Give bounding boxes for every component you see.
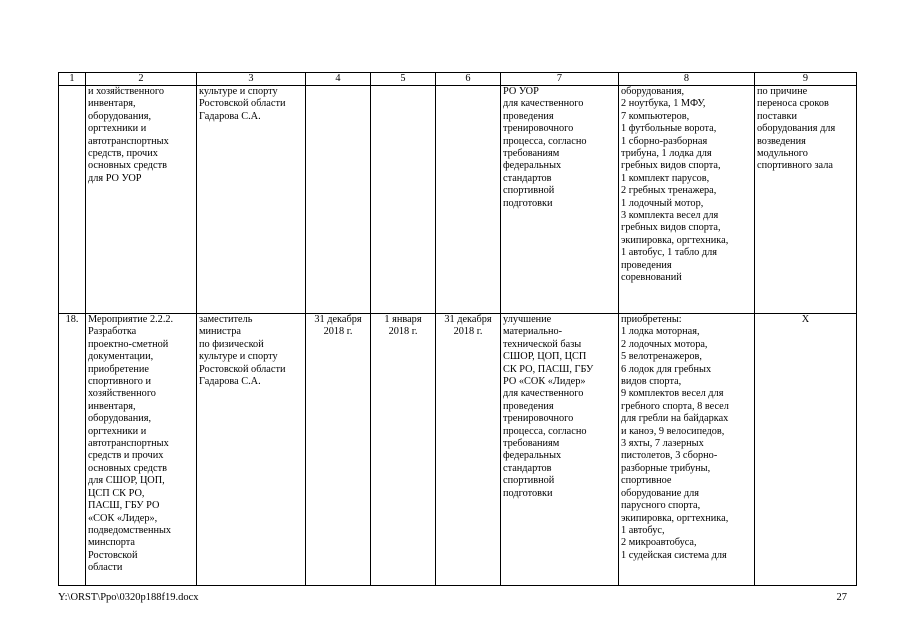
cell-actual-result: приобретены: 1 лодка моторная, 2 лодочных мотора, 5 велотренажеров, 6 лодок для гребных видов спорта, 9 комплектов весел для гребного спорта, 8 весел для гребли на байдарках и каноэ, 9 велосипедов, 3 яхты, 7 лазерных пистолетов, 3 сборно- разборные трибуны, спортивное оборудование для парусного спорта, экипировка, оргтехника, 1 автобус, 2 микроавтобуса, 1 судейская система для: [619, 314, 755, 586]
column-header-1: 1: [59, 73, 86, 86]
page-number: 27: [836, 592, 847, 603]
cell-activity: и хозяйственного инвентаря, оборудования, оргтехники и автотранспортных средств, прочих основных средств для РО УОР: [86, 86, 197, 314]
report-table: [58, 72, 857, 586]
cell-planned-date: [306, 86, 371, 314]
column-header-7: 7: [501, 73, 619, 86]
cell-end-date: 31 декабря 2018 г.: [436, 314, 501, 586]
column-header-3: 3: [197, 73, 306, 86]
footer-file-path: Y:\ORST\Ppo\0320p188f19.docx: [58, 592, 199, 603]
cell-expected-result: улучшение материально- технической базы СШОР, ЦОП, ЦСП СК РО, ПАСШ, ГБУ РО «СОК «Лидер» для качественного проведения тренировочного процесса, согласно требованиям федеральных стандартов спортивной подготовки: [501, 314, 619, 586]
cell-actual-result: оборудования, 2 ноутбука, 1 МФУ, 7 компьютеров, 1 футбольные ворота, 1 сборно-разборная трибуна, 1 лодка для гребных видов спорта, 1 комплект парусов, 2 гребных тренажера, 1 лодочный мотор, 3 комплекта весел для гребных видов спорта, экипировка, оргтехника, 1 автобус, 1 табло для проведения соревнований: [619, 86, 755, 314]
cell-number: 18.: [59, 314, 86, 586]
cell-activity: Мероприятие 2.2.2. Разработка проектно-сметной документации, приобретение спортивного и хозяйственного инвентаря, оборудования, оргтехники и автотранспортных средств и прочих основных средств для СШОР, ЦОП, ЦСП СК РО, ПАСШ, ГБУ РО «СОК «Лидер», подведомственных минспорта Ростовской области: [86, 314, 197, 586]
cell-start-date: [371, 86, 436, 314]
column-header-2: 2: [86, 73, 197, 86]
table-row-18: [59, 314, 857, 586]
cell-start-date: 1 января 2018 г.: [371, 314, 436, 586]
column-header-9: 9: [755, 73, 857, 86]
cell-end-date: [436, 86, 501, 314]
cell-responsible: заместитель министра по физической культуре и спорту Ростовской области Гадарова С.А.: [197, 314, 306, 586]
column-header-5: 5: [371, 73, 436, 86]
cell-responsible: культуре и спорту Ростовской области Гадарова С.А.: [197, 86, 306, 314]
column-number-row: [59, 73, 857, 86]
column-header-4: 4: [306, 73, 371, 86]
cell-planned-date: 31 декабря 2018 г.: [306, 314, 371, 586]
cell-reasons: по причине переноса сроков поставки оборудования для возведения модульного спортивного зала: [755, 86, 857, 314]
column-header-8: 8: [619, 73, 755, 86]
cell-number: [59, 86, 86, 314]
cell-reasons: Х: [755, 314, 857, 586]
cell-expected-result: РО УОР для качественного проведения тренировочного процесса, согласно требованиям федеральных стандартов спортивной подготовки: [501, 86, 619, 314]
table-row-continuation: [59, 86, 857, 314]
column-header-6: 6: [436, 73, 501, 86]
